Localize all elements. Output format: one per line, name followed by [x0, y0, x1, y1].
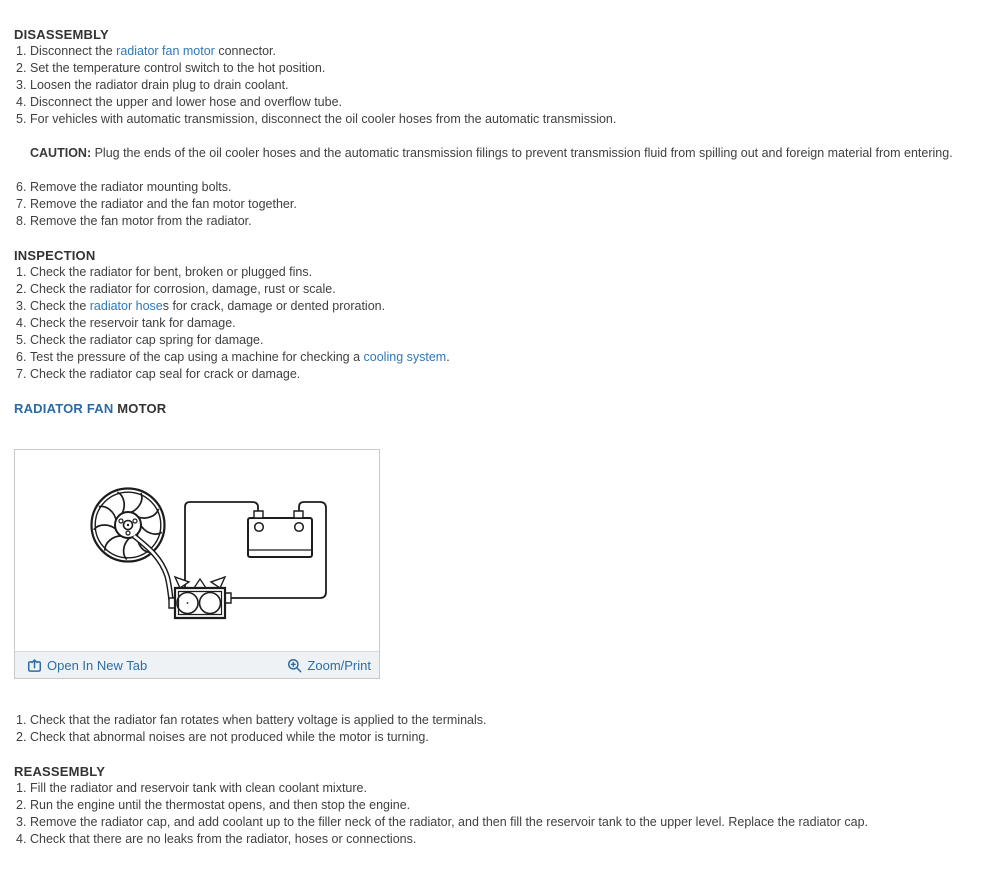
- list-item-number: 6.: [16, 180, 27, 194]
- list-item: [14, 60, 981, 77]
- list-item-text: Check the radiator for bent, broken or plugged fins.: [30, 265, 313, 279]
- open-in-new-tab-link[interactable]: [27, 657, 147, 674]
- list-item-number: 7.: [16, 367, 27, 381]
- section-heading-reassembly: REASSEMBLY: [14, 764, 106, 779]
- list-item: [14, 366, 981, 383]
- list-item-number: 2.: [16, 730, 27, 744]
- list-item-number: 4.: [16, 316, 27, 330]
- fan-motor-checks: [14, 712, 981, 746]
- list-item: [14, 349, 981, 366]
- list-item-number: 6.: [16, 350, 27, 364]
- open-in-new-tab-icon: [27, 658, 42, 673]
- radiator-fan-diagram: [15, 450, 379, 651]
- list-item-number: 4.: [16, 832, 27, 846]
- list-item: [14, 94, 981, 111]
- list-item-number: 3.: [16, 299, 27, 313]
- radiator-fan-diagram-image[interactable]: [15, 450, 379, 651]
- list-item: [14, 298, 981, 315]
- inspection-steps: [14, 264, 981, 383]
- radiator-fan-heading-rest: MOTOR: [113, 401, 167, 416]
- list-item-number: 1.: [16, 781, 27, 795]
- list-item-number: 3.: [16, 815, 27, 829]
- inline-link[interactable]: cooling system: [363, 350, 447, 364]
- list-item-text: Check that there are no leaks from the radiator, hoses or connections.: [30, 832, 417, 846]
- list-item: [14, 77, 981, 94]
- list-item: [14, 712, 981, 729]
- list-item-text: Loosen the radiator drain plug to drain coolant.: [30, 78, 289, 92]
- list-item-text: Check the reservoir tank for damage.: [30, 316, 236, 330]
- list-item-number: 2.: [16, 798, 27, 812]
- caution-label: CAUTION:: [30, 146, 92, 160]
- radiator-fan-motor-figure: [14, 449, 380, 679]
- list-item: [14, 281, 981, 298]
- list-item: [14, 831, 981, 848]
- zoom-print-label: Zoom/Print: [307, 657, 371, 673]
- section-heading-disassembly: DISASSEMBLY: [14, 27, 109, 42]
- list-item-number: 8.: [16, 214, 27, 228]
- list-item: [14, 814, 981, 831]
- list-item-text: Set the temperature control switch to the hot position.: [30, 61, 326, 75]
- list-item-text: Check that the radiator fan rotates when battery voltage is applied to the terminals.: [30, 713, 487, 727]
- list-item-text: Disconnect the radiator fan motor connector.: [30, 44, 276, 58]
- list-item: [14, 780, 981, 797]
- list-item-text: Remove the fan motor from the radiator.: [30, 214, 252, 228]
- list-item-number: 1.: [16, 265, 27, 279]
- list-item-number: 2.: [16, 282, 27, 296]
- caution-text: Plug the ends of the oil cooler hoses and the automatic transmission filings to prevent transmission fluid from spilling out and foreign material from entering.: [91, 146, 953, 160]
- list-item-number: 4.: [16, 95, 27, 109]
- list-item: [14, 43, 981, 60]
- radiator-fan-heading-link[interactable]: RADIATOR FAN: [14, 401, 114, 416]
- figure-toolbar: [15, 651, 379, 678]
- list-item-number: 5.: [16, 333, 27, 347]
- list-item-number: 1.: [16, 713, 27, 727]
- list-item: [14, 111, 981, 128]
- list-item-text: Check the radiator cap seal for crack or damage.: [30, 367, 301, 381]
- list-item-text: Check the radiator for corrosion, damage, rust or scale.: [30, 282, 336, 296]
- reassembly-steps: [14, 780, 981, 848]
- caution-note: [14, 145, 981, 162]
- list-item-text: Disconnect the upper and lower hose and overflow tube.: [30, 95, 342, 109]
- list-item: [14, 315, 981, 332]
- list-item: [14, 196, 981, 213]
- list-item: [14, 264, 981, 281]
- list-item-text: Remove the radiator and the fan motor together.: [30, 197, 297, 211]
- list-item-number: 5.: [16, 112, 27, 126]
- list-item: [14, 332, 981, 349]
- list-item-text: Fill the radiator and reservoir tank with clean coolant mixture.: [30, 781, 367, 795]
- list-item: [14, 729, 981, 746]
- list-item-text: For vehicles with automatic transmission, disconnect the oil cooler hoses from the automatic transmission.: [30, 112, 617, 126]
- list-item-text: Remove the radiator cap, and add coolant up to the filler neck of the radiator, and then fill the reservoir tank to the upper level. Replace the radiator cap.: [30, 815, 869, 829]
- zoom-print-link[interactable]: [287, 657, 371, 674]
- zoom-magnifier-icon: [287, 658, 302, 673]
- section-heading-radiator-fan-motor: [14, 400, 981, 417]
- list-item-text: Check that abnormal noises are not produced while the motor is turning.: [30, 730, 429, 744]
- disassembly-steps-continued: [14, 179, 981, 230]
- list-item: [14, 213, 981, 230]
- list-item-number: 2.: [16, 61, 27, 75]
- list-item-text: Test the pressure of the cap using a machine for checking a cooling system.: [30, 350, 450, 364]
- inline-link[interactable]: radiator fan motor: [116, 44, 215, 58]
- disassembly-steps: [14, 43, 981, 128]
- list-item: [14, 179, 981, 196]
- list-item-text: Check the radiator cap spring for damage.: [30, 333, 264, 347]
- list-item-text: Remove the radiator mounting bolts.: [30, 180, 232, 194]
- inline-link[interactable]: radiator hose: [89, 299, 163, 313]
- open-in-new-tab-label: Open In New Tab: [47, 657, 148, 673]
- list-item-text: Run the engine until the thermostat opens, and then stop the engine.: [30, 798, 411, 812]
- list-item-number: 3.: [16, 78, 27, 92]
- list-item-number: 7.: [16, 197, 27, 211]
- list-item-number: 1.: [16, 44, 27, 58]
- section-heading-inspection: INSPECTION: [14, 248, 96, 263]
- list-item-text: Check the radiator hoses for crack, damage or dented proration.: [30, 299, 386, 313]
- list-item: [14, 797, 981, 814]
